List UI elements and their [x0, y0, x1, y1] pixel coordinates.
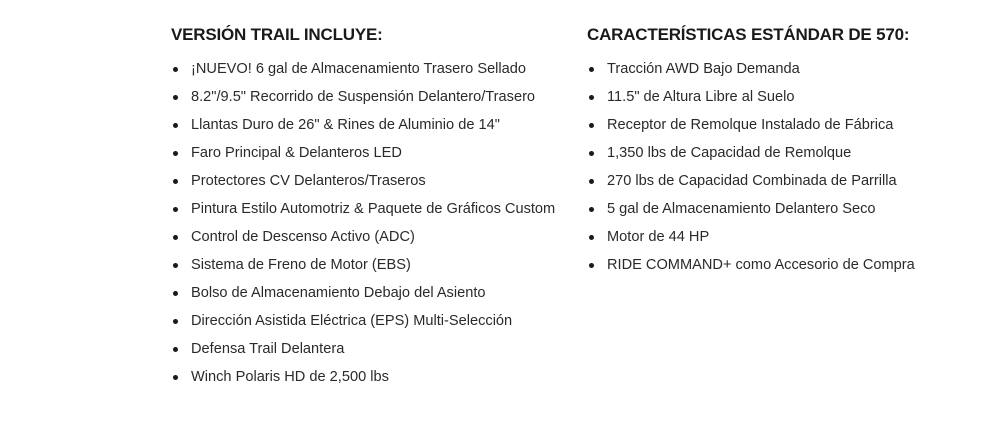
feature-item-label: Faro Principal & Delanteros LED	[191, 145, 402, 161]
feature-item	[171, 309, 566, 333]
bullet-icon	[589, 207, 594, 212]
feature-item	[171, 141, 566, 165]
feature-item-label: Defensa Trail Delantera	[191, 341, 345, 357]
feature-item-label: 1,350 lbs de Capacidad de Remolque	[607, 145, 852, 161]
feature-item-label: Sistema de Freno de Motor (EBS)	[191, 257, 411, 273]
bullet-icon	[173, 95, 178, 100]
standard-features-section	[587, 22, 982, 281]
feature-item	[171, 57, 566, 81]
feature-item-label: 8.2"/9.5" Recorrido de Suspensión Delantero/Trasero	[191, 89, 536, 105]
bullet-icon	[589, 123, 594, 128]
feature-item-label: Winch Polaris HD de 2,500 lbs	[191, 369, 389, 385]
bullet-icon	[173, 123, 178, 128]
feature-item	[587, 113, 982, 137]
feature-item-label: 270 lbs de Capacidad Combinada de Parrilla	[607, 173, 897, 189]
feature-item-label: Pintura Estilo Automotriz & Paquete de Gráficos Custom	[191, 201, 556, 217]
feature-item	[587, 57, 982, 81]
bullet-icon	[589, 235, 594, 240]
feature-item	[587, 141, 982, 165]
feature-item	[587, 225, 982, 249]
feature-item-label: 5 gal de Almacenamiento Delantero Seco	[607, 201, 876, 217]
feature-item-label: Control de Descenso Activo (ADC)	[191, 229, 415, 245]
bullet-icon	[589, 263, 594, 268]
bullet-icon	[173, 263, 178, 268]
feature-item	[587, 197, 982, 221]
bullet-icon	[173, 235, 178, 240]
feature-item-label: Bolso de Almacenamiento Debajo del Asiento	[191, 285, 486, 301]
bullet-icon	[589, 151, 594, 156]
feature-item	[171, 337, 566, 361]
bullet-icon	[589, 67, 594, 72]
feature-item-label: 11.5" de Altura Libre al Suelo	[607, 89, 795, 105]
feature-item-label: Receptor de Remolque Instalado de Fábrica	[607, 117, 894, 133]
feature-item	[587, 85, 982, 109]
feature-item-label: RIDE COMMAND+ como Accesorio de Compra	[607, 257, 915, 273]
feature-item	[171, 365, 566, 389]
feature-item-label: ¡NUEVO! 6 gal de Almacenamiento Trasero Sellado	[191, 61, 527, 77]
trail-version-section	[171, 22, 566, 393]
feature-item-label: Dirección Asistida Eléctrica (EPS) Multi-Selección	[191, 313, 513, 329]
bullet-icon	[173, 347, 178, 352]
feature-item	[587, 169, 982, 193]
feature-item	[171, 225, 566, 249]
feature-item	[171, 253, 566, 277]
feature-item-label: Motor de 44 HP	[607, 229, 710, 245]
feature-item	[171, 113, 566, 137]
bullet-icon	[173, 207, 178, 212]
bullet-icon	[589, 95, 594, 100]
bullet-icon	[173, 375, 178, 380]
standard-features-list	[587, 57, 982, 277]
feature-item	[171, 85, 566, 109]
feature-item-label: Protectores CV Delanteros/Traseros	[191, 173, 426, 189]
standard-features-heading: CARACTERÍSTICAS ESTÁNDAR DE 570:	[587, 25, 910, 44]
feature-item	[171, 169, 566, 193]
feature-item-label: Llantas Duro de 26" & Rines de Aluminio de 14"	[191, 117, 500, 133]
feature-item	[171, 197, 566, 221]
bullet-icon	[589, 179, 594, 184]
trail-features-list	[171, 57, 566, 389]
feature-item	[171, 281, 566, 305]
bullet-icon	[173, 151, 178, 156]
bullet-icon	[173, 67, 178, 72]
trail-version-heading: VERSIÓN TRAIL INCLUYE:	[171, 25, 383, 44]
feature-item-label: Tracción AWD Bajo Demanda	[607, 61, 800, 77]
feature-item	[587, 253, 982, 277]
bullet-icon	[173, 179, 178, 184]
bullet-icon	[173, 319, 178, 324]
bullet-icon	[173, 291, 178, 296]
